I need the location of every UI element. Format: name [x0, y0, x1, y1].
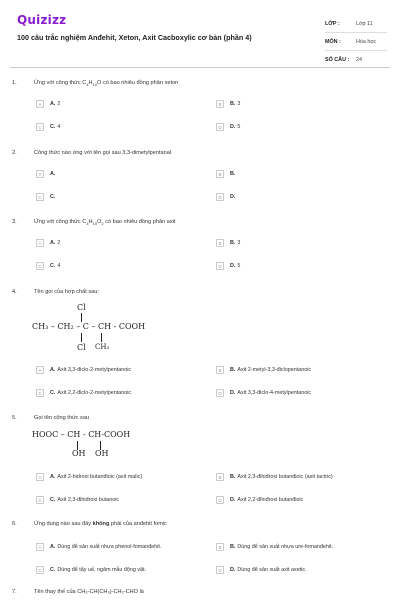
bond-line — [81, 313, 82, 322]
option-box[interactable]: B — [216, 473, 224, 481]
option-a[interactable]: A A. 2 — [36, 238, 60, 248]
quiz-title: 100 câu trắc nghiệm Anđehit, Xeton, Axit Cacboxylic cơ bản (phần 4) — [17, 33, 252, 42]
formula-bottom-cl: Cl — [77, 343, 86, 352]
option-d[interactable]: D D. 5 — [216, 261, 240, 271]
option-b[interactable]: B B. — [216, 169, 237, 179]
question-text: Ứng dụng nào sau đây không phải của anđehit fomic — [34, 521, 167, 527]
bond-line — [101, 333, 102, 342]
option-b[interactable]: B B. Dùng để sản xuất nhựa ure-fomanđehit. — [216, 542, 333, 552]
meta-class — [325, 15, 387, 33]
question-number: 4. — [12, 289, 17, 295]
option-box[interactable]: D — [216, 193, 224, 201]
option-d[interactable]: D D. 5 — [216, 122, 240, 132]
option-box[interactable]: C — [36, 566, 44, 574]
meta-label: SỐ CÂU : — [325, 56, 350, 63]
option-box[interactable]: D — [216, 123, 224, 131]
meta-question-count — [325, 51, 387, 68]
option-b[interactable]: B B. Axit 2,3-đihiđroxi butanđioic (axit tactric) — [216, 472, 333, 482]
question-text: Tên gọi của hợp chất sau: — [34, 289, 99, 295]
option-c[interactable]: C C. Axit 2,3-đihiđroxi butanoic — [36, 495, 119, 505]
option-box[interactable]: C — [36, 123, 44, 131]
option-c[interactable]: C C. Axit 2,2-điclo-2-metylpentanoic — [36, 388, 131, 398]
option-a[interactable]: A A. — [36, 169, 57, 179]
option-b[interactable]: B B. Axit 2-metyl-3,3-điclopentanoic — [216, 365, 311, 375]
option-c[interactable]: C C. Dùng để tẩy uế, ngâm mẫu động vật. — [36, 565, 146, 575]
option-d[interactable]: D D. Axit 2,2-đihiđroxi butanđioic — [216, 495, 303, 505]
question-number: 6. — [12, 521, 17, 527]
formula-main: CH₃ – CH₂ – C – CH - COOH — [32, 322, 146, 331]
option-box[interactable]: D — [216, 496, 224, 504]
option-b[interactable]: B B. 3 — [216, 238, 240, 248]
question-text: Ứng với công thức $C_4H_{10}O_2$ có bao nhiêu đồng phân axit — [34, 219, 176, 227]
option-d[interactable]: D D. — [216, 192, 237, 202]
option-box[interactable]: D — [216, 566, 224, 574]
option-a[interactable]: A A. Axit 2-hidroxi butanđioic (axit malic) — [36, 472, 142, 482]
formula-main: HOOC – CH - CH-COOH — [32, 430, 131, 439]
formula-oh-2: OH — [95, 449, 109, 458]
question-number: 2. — [12, 150, 17, 156]
meta-value: 24 — [356, 56, 362, 63]
question-text: Công thức nào ứng với tên gọi sau 3,3-dimetylpentanal — [34, 150, 172, 156]
meta-subject — [325, 33, 387, 51]
option-b[interactable]: B B. 3 — [216, 99, 240, 109]
option-d[interactable]: D D. Dùng để sản xuất axit axetic. — [216, 565, 307, 575]
meta-label: LỚP : — [325, 20, 340, 27]
option-box[interactable]: C — [36, 262, 44, 270]
question-number: 7. — [12, 589, 17, 595]
question-text: Gọi tên công thức sau — [34, 415, 90, 421]
option-c[interactable]: C C. 4 — [36, 261, 60, 271]
structural-formula — [32, 303, 172, 359]
option-box[interactable]: C — [36, 389, 44, 397]
option-c[interactable]: C C. 4 — [36, 122, 60, 132]
option-a[interactable]: A A. Axit 3,3-điclo-2-metylpentanoic — [36, 365, 131, 375]
option-box[interactable]: B — [216, 366, 224, 374]
question-number: 1. — [12, 80, 17, 86]
option-box[interactable]: B — [216, 170, 224, 178]
option-box[interactable]: A — [36, 239, 44, 247]
formula-top-cl: Cl — [77, 303, 86, 312]
option-box[interactable]: A — [36, 473, 44, 481]
formula-bottom-ch3: CH₃ — [95, 343, 110, 351]
formula-oh-1: OH — [72, 449, 86, 458]
option-box[interactable]: D — [216, 389, 224, 397]
option-box[interactable]: A — [36, 543, 44, 551]
option-box[interactable]: A — [36, 366, 44, 374]
option-box[interactable]: C — [36, 496, 44, 504]
option-box[interactable]: B — [216, 543, 224, 551]
option-box[interactable]: D — [216, 262, 224, 270]
structural-formula — [32, 430, 172, 462]
option-box[interactable]: B — [216, 100, 224, 108]
option-box[interactable]: A — [36, 100, 44, 108]
bond-line — [81, 333, 82, 342]
header-divider — [10, 67, 390, 68]
option-box[interactable]: A — [36, 170, 44, 178]
question-number: 5. — [12, 415, 17, 421]
quiz-meta — [325, 15, 387, 68]
option-box[interactable]: B — [216, 239, 224, 247]
option-a[interactable]: A A. 2 — [36, 99, 60, 109]
quizizz-logo: Quizizz — [17, 13, 67, 27]
option-c[interactable]: C C. — [36, 192, 57, 202]
question-text: Tên thay thế của CH₃-CH(CH₃)-CH₂-CHO là — [34, 589, 144, 595]
option-d[interactable]: D D. Axit 3,3-điclo-4-metylpentanoic — [216, 388, 311, 398]
meta-value: Lớp 11 — [356, 20, 373, 27]
meta-label: MÔN : — [325, 38, 341, 45]
question-text: Ứng với công thức $C_4H_{10}O$ có bao nhiêu đồng phân xeton — [34, 80, 179, 88]
option-a[interactable]: A A. Dùng để sản xuất nhựa phenol-fomanđehit. — [36, 542, 161, 552]
meta-value: Hóa học — [356, 38, 377, 45]
option-box[interactable]: C — [36, 193, 44, 201]
question-number: 3. — [12, 219, 17, 225]
